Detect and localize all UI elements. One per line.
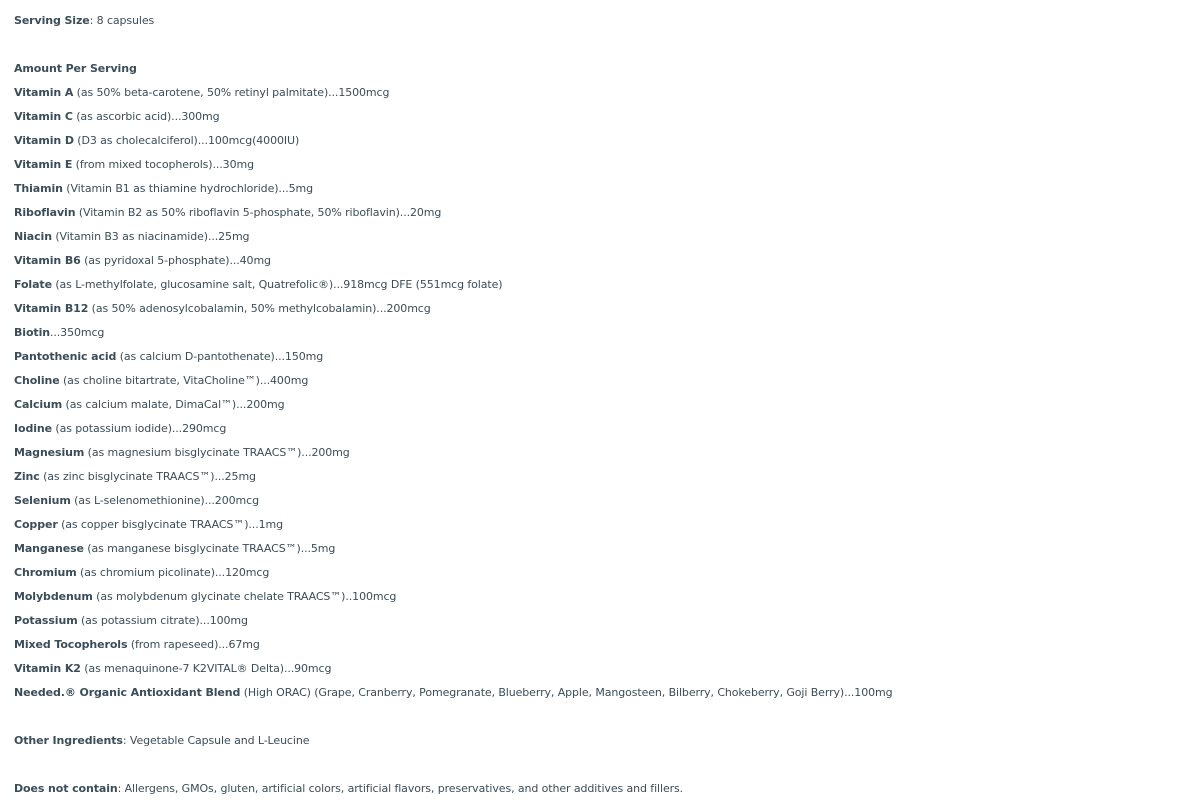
nutrient-row [14,177,1188,201]
nutrient-row [14,345,1188,369]
does-not-contain-value: : Allergens, GMOs, gluten, artificial colors, artificial flavors, preservatives, and other additives and fillers. [117,782,684,795]
serving-size-value: : 8 capsules [89,14,155,27]
nutrient-detail: ...350mcg [49,326,105,339]
nutrient-detail: (as manganese bisglycinate TRAACS™)...5mg [83,542,336,555]
nutrient-detail: (as copper bisglycinate TRAACS™)...1mg [57,518,283,531]
nutrient-detail: (as zinc bisglycinate TRAACS™)...25mg [39,470,256,483]
nutrient-name: Calcium [14,398,63,411]
does-not-contain-label: Does not contain [14,782,118,795]
nutrient-detail: (as ascorbic acid)...300mg [72,110,220,123]
nutrient-name: Chromium [14,566,77,579]
nutrient-row [14,273,1188,297]
nutrient-name: Vitamin A [14,86,74,99]
nutrient-name: Copper [14,518,58,531]
spacer [14,33,1188,57]
other-ingredients-label: Other Ingredients [14,734,123,747]
nutrient-row [14,513,1188,537]
nutrient-name: Potassium [14,614,78,627]
nutrient-row [14,561,1188,585]
nutrient-row [14,537,1188,561]
nutrient-detail: (as pyridoxal 5-phosphate)...40mg [80,254,271,267]
spacer [14,753,1188,777]
nutrient-name: Mixed Tocopherols [14,638,128,651]
nutrient-name: Vitamin B6 [14,254,81,267]
nutrient-detail: (as menaquinone-7 K2VITAL® Delta)...90mcg [80,662,332,675]
nutrient-name: Selenium [14,494,71,507]
nutrient-detail: (Vitamin B2 as 50% riboflavin 5-phosphate, 50% riboflavin)...20mg [75,206,442,219]
nutrient-row [14,489,1188,513]
nutrient-detail: (as molybdenum glycinate chelate TRAACS™)..100mcg [92,590,397,603]
amount-per-serving-heading: Amount Per Serving [14,62,137,75]
nutrient-detail: (as choline bitartrate, VitaCholine™)...400mg [59,374,309,387]
nutrient-detail: (as potassium iodide)...290mcg [52,422,227,435]
nutrient-row [14,681,1188,705]
nutrient-detail: (as 50% beta-carotene, 50% retinyl palmitate)...1500mcg [73,86,390,99]
nutrient-detail: (as calcium malate, DimaCal™)...200mg [62,398,285,411]
serving-size-label: Serving Size [14,14,90,27]
nutrient-row [14,585,1188,609]
nutrient-name: Magnesium [14,446,85,459]
nutrient-name: Zinc [14,470,40,483]
nutrient-name: Vitamin C [14,110,73,123]
nutrient-name: Vitamin D [14,134,74,147]
nutrient-detail: (as potassium citrate)...100mg [77,614,248,627]
nutrient-detail: (High ORAC) (Grape, Cranberry, Pomegranate, Blueberry, Apple, Mangosteen, Bilberry, Chokeberry, Goji Berry)...100mg [240,686,893,699]
nutrient-row [14,129,1188,153]
spacer [14,705,1188,729]
nutrient-row [14,633,1188,657]
nutrient-name: Vitamin K2 [14,662,81,675]
nutrient-detail: (D3 as cholecalciferol)...100mcg(4000IU) [73,134,300,147]
nutrient-detail: (as calcium D-pantothenate)...150mg [116,350,324,363]
nutrient-row [14,369,1188,393]
nutrient-row [14,201,1188,225]
nutrient-name: Molybdenum [14,590,93,603]
nutrient-row [14,657,1188,681]
nutrient-name: Niacin [14,230,52,243]
nutrient-row [14,81,1188,105]
serving-size-line [14,9,1188,33]
nutrient-row [14,153,1188,177]
does-not-contain-line [14,777,1188,801]
nutrient-detail: (from rapeseed)...67mg [127,638,260,651]
other-ingredients-line [14,729,1188,753]
nutrient-row [14,225,1188,249]
nutrient-row [14,297,1188,321]
nutrient-name: Choline [14,374,60,387]
nutrient-row [14,249,1188,273]
nutrient-name: Riboflavin [14,206,76,219]
nutrient-name: Biotin [14,326,50,339]
nutrient-name: Iodine [14,422,52,435]
nutrient-detail: (as L-methylfolate, glucosamine salt, Quatrefolic®)...918mcg DFE (551mcg folate) [51,278,503,291]
nutrient-row [14,609,1188,633]
nutrient-name: Folate [14,278,52,291]
nutrient-name: Needed.® Organic Antioxidant Blend [14,686,241,699]
nutrient-row [14,321,1188,345]
nutrient-name: Thiamin [14,182,63,195]
nutrient-row [14,417,1188,441]
nutrient-detail: (as 50% adenosylcobalamin, 50% methylcobalamin)...200mcg [88,302,431,315]
nutrient-row [14,105,1188,129]
other-ingredients-value: : Vegetable Capsule and L-Leucine [122,734,310,747]
nutrient-name: Vitamin B12 [14,302,89,315]
nutrient-detail: (Vitamin B3 as niacinamide)...25mg [51,230,250,243]
nutrient-detail: (as chromium picolinate)...120mcg [76,566,270,579]
nutrient-name: Pantothenic acid [14,350,117,363]
nutrient-name: Manganese [14,542,84,555]
nutrient-detail: (Vitamin B1 as thiamine hydrochloride)...5mg [62,182,314,195]
nutrient-row [14,393,1188,417]
nutrient-detail: (as L-selenomethionine)...200mcg [70,494,259,507]
nutrient-row [14,465,1188,489]
nutrient-name: Vitamin E [14,158,73,171]
nutrient-row [14,441,1188,465]
nutrient-detail: (from mixed tocopherols)...30mg [72,158,254,171]
nutrient-list [14,81,1188,705]
nutrient-detail: (as magnesium bisglycinate TRAACS™)...200mg [84,446,350,459]
